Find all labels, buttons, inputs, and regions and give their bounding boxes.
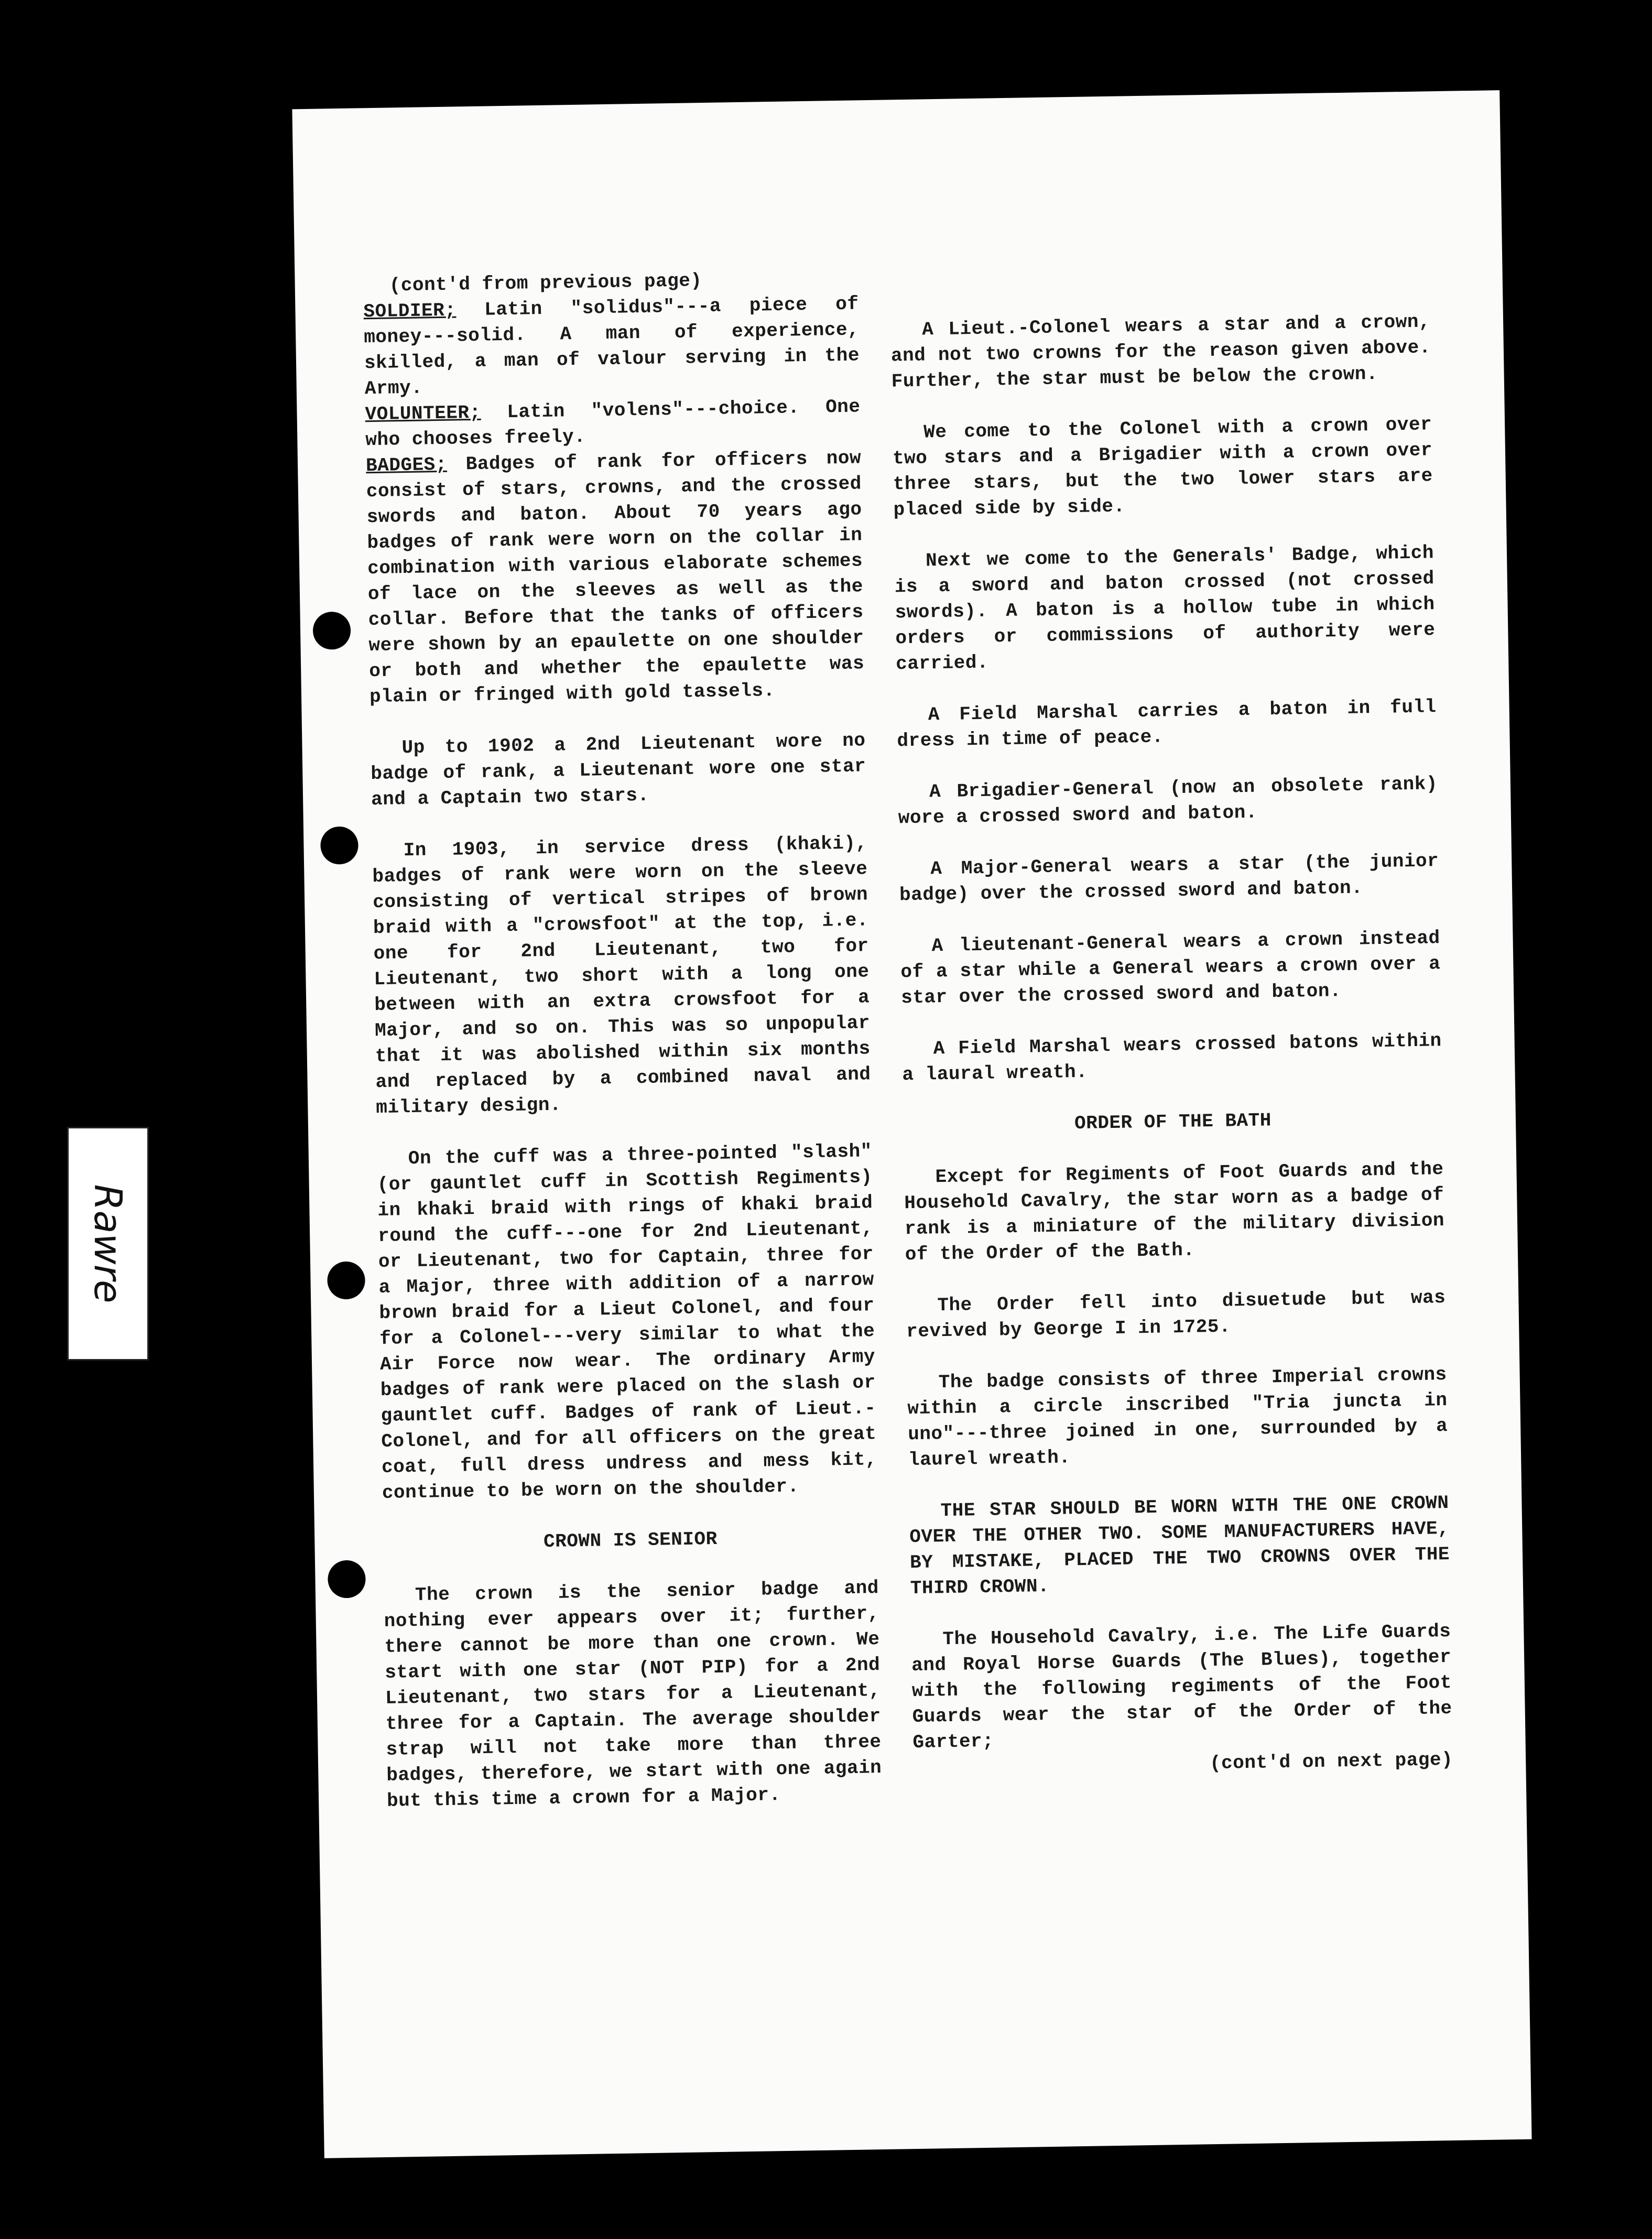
paragraph-crown: The crown is the senior badge and nothing ever appears over it; further, there cannot be more than one crown. We start with one star (NOT PIP) for a 2nd Lieutenant, two stars for a Lieutenant, three for a Captain. The average shoulder strap will not take more than three badges, therefore, we start with one again but this time a crown for a Major.	[384, 1577, 882, 1812]
paragraph-colonel: We come to the Colonel with a crown over two stars and a Brigadier with a crown over three stars, but the two lower stars are placed side by side.	[892, 414, 1433, 521]
paragraph-cuff: On the cuff was a three-pointed "slash" (or gauntlet cuff in Scottish Regiments) in khaki braid with rings of khaki braid round the cuff---one for 2nd Lieutenant, or Lieutenant, two for Captain, three for a Major, three with addition of a narrow brown braid for a Lieut Colonel, and four for a Colonel---very similar to what the Air Force now wear. The ordinary Army badges of rank were placed on the slash or gauntlet cuff. Badges of rank of Lieut.-Colonel, and for all officers on the great coat, full dress undress and mess kit, continue to be worn on the shoulder.	[377, 1140, 877, 1504]
soldier-definition	[363, 291, 860, 401]
punch-hole	[327, 1261, 365, 1299]
right-column	[890, 309, 1453, 1781]
paragraph-generals-badge: Next we come to the Generals' Badge, which is a sword and baton crossed (not crossed swords). A baton is a hollow tube in which orders or commissions of authority were carried.	[894, 542, 1436, 675]
punch-hole	[320, 827, 358, 865]
paragraph-household-cavalry: The Household Cavalry, i.e. The Life Guards and Royal Horse Guards (The Blues), together with the following regiments of the Foot Guards wear the star of the Order of the Garter;	[911, 1620, 1452, 1754]
paragraph-1903: In 1903, in service dress (khaki), badges of rank were worn on the sleeve consisting of vertical stripes of brown braid with a "crowsfoot" at the top, i.e. one for 2nd Lieutenant, two for Lieutenant, two short with a long one between with an extra crowsfoot for a Major, and so on. This was so unpopular that it was abolished within six months and replaced by a combined naval and military design.	[372, 832, 871, 1119]
paragraph-except: Except for Regiments of Foot Guards and the Household Cavalry, the star worn as a badge of rank is a miniature of the military division of the Order of the Bath.	[904, 1158, 1445, 1266]
side-label-tag	[67, 1127, 149, 1361]
continued-on-note: (cont'd on next page)	[1209, 1748, 1453, 1775]
heading-crown-is-senior: CROWN IS SENIOR	[543, 1528, 718, 1553]
paragraph-star-caps: THE STAR SHOULD BE WORN WITH THE ONE CROWN OVER THE OTHER TWO. SOME MANUFACTURERS HAVE, BY MISTAKE, PLACED THE TWO CROWNS OVER THE THIRD CROWN.	[909, 1492, 1450, 1600]
paragraph-field-marshal-wreath: A Field Marshal wears crossed batons within a laural wreath.	[902, 1030, 1442, 1086]
soldier-text: Latin "solidus"---a piece of money---solid. A man of experience, skilled, a man of valour serving in the Army.	[363, 293, 860, 400]
volunteer-text: Latin "volens"---choice. One who chooses freely.	[365, 396, 861, 451]
paragraph-lieutenant-general: A lieutenant-General wears a crown instead of a star while a General wears a crown over a star over the crossed sword and baton.	[900, 927, 1441, 1009]
badges-definition	[366, 445, 865, 710]
heading-order-of-the-bath: ORDER OF THE BATH	[1074, 1110, 1272, 1135]
left-column	[363, 265, 882, 1813]
badges-text: Badges of rank for officers now consist of stars, crowns, and the crossed swords and baton. About 70 years ago badges of rank were worn on the collar in combination with various elaborate schemes of lace on the sleeves as well as the collar. Before that the tanks of officers were shown by an epaulette on one shoulder or both and whether the epaulette was plain or fringed with gold tassels.	[366, 447, 865, 708]
paragraph-lt-colonel: A Lieut.-Colonel wears a star and a crown, and not two crowns for the reason given above. Further, the star must be below the crown.	[890, 311, 1431, 393]
paragraph-field-marshal-baton: A Field Marshal carries a baton in full dress in time of peace.	[897, 696, 1437, 752]
paragraph-badge-consists: The badge consists of three Imperial crowns within a circle inscribed "Tria juncta in uno"---three joined in one, surrounded by a laurel wreath.	[907, 1364, 1448, 1471]
paragraph-brigadier-general: A Brigadier-General (now an obsolete rank) wore a crossed sword and baton.	[898, 773, 1438, 829]
paragraph-major-general: A Major-General wears a star (the junior badge) over the crossed sword and baton.	[899, 850, 1439, 906]
continued-from-note: (cont'd from previous page)	[389, 270, 702, 297]
paragraph-order-fell: The Order fell into disuetude but was revived by George I in 1725.	[906, 1287, 1446, 1343]
punch-hole	[313, 612, 351, 650]
paragraph-1902: Up to 1902 a 2nd Lieutenant wore no badge of rank, a Lieutenant wore one star and a Captain two stars.	[371, 730, 866, 811]
badges-term: BADGES;	[365, 453, 448, 477]
punch-hole	[328, 1560, 366, 1598]
volunteer-term: VOLUNTEER;	[365, 401, 481, 426]
volunteer-definition	[365, 394, 861, 453]
document-page	[292, 90, 1531, 2158]
side-label-text: Rawre	[86, 1184, 130, 1303]
soldier-term: SOLDIER;	[363, 299, 457, 323]
